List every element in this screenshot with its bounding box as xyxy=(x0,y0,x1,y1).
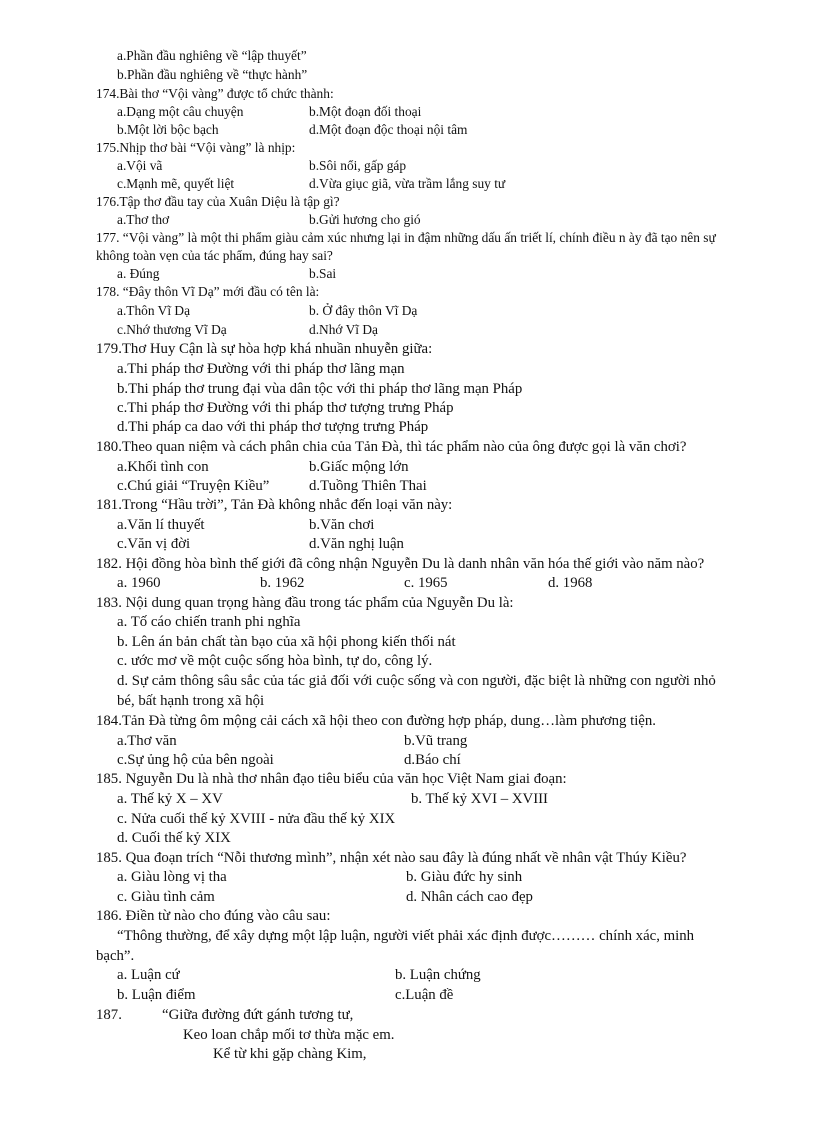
answer-line: c. ước mơ về một cuộc sống hòa bình, tự do, công lý. xyxy=(117,653,433,669)
answer-line: a. Luận cứ xyxy=(117,967,180,983)
answer-line: a. Giàu lòng vị tha xyxy=(117,869,227,885)
question-line: 186. Điền từ nào cho đúng vào câu sau: xyxy=(96,908,331,924)
answer-line: b.Phần đầu nghiêng về “thực hành” xyxy=(117,67,308,82)
answer-line: b. Luận điểm xyxy=(117,987,196,1003)
answer-line: c.Sự ủng hộ của bên ngoài xyxy=(117,752,274,768)
answer-line: d.Một đoạn độc thoại nội tâm xyxy=(309,122,468,137)
answer-line: a. Đúng xyxy=(117,266,160,281)
answer-line: a.Dạng một câu chuyện xyxy=(117,104,244,119)
question-line: 185. Nguyễn Du là nhà thơ nhân đạo tiêu biểu của văn học Việt Nam giai đoạn: xyxy=(96,771,567,787)
answer-line: a. Tố cáo chiến tranh phi nghĩa xyxy=(117,614,301,630)
quote-line: bạch”. xyxy=(96,948,135,964)
question-line: 182. Hội đồng hòa bình thế giới đã công nhận Nguyễn Du là danh nhân văn hóa thế giới vào năm nào? xyxy=(96,556,705,572)
question-line: 183. Nội dung quan trọng hàng đầu trong tác phẩm của Nguyễn Du là: xyxy=(96,595,514,611)
answer-line: b. Luận chứng xyxy=(395,967,481,983)
question-line: 181.Trong “Hầu trời”, Tản Đà không nhắc đến loại văn này: xyxy=(96,497,453,513)
answer-line: a.Thôn Vĩ Dạ xyxy=(117,303,191,318)
answer-line: b. Lên án bản chất tàn bạo của xã hội phong kiến thối nát xyxy=(117,634,456,650)
verse-line: Kể từ khi gặp chàng Kim, xyxy=(213,1046,367,1062)
answer-line: d. Nhân cách cao đẹp xyxy=(406,889,533,905)
answer-line: bé, bất hạnh trong xã hội xyxy=(117,693,265,709)
answer-line: b. Giàu đức hy sinh xyxy=(406,869,523,885)
answer-line: c.Chú giải “Truyện Kiều” xyxy=(117,478,270,494)
answer-line: d. 1968 xyxy=(548,575,593,591)
question-line: 176.Tập thơ đầu tay của Xuân Diệu là tập gì? xyxy=(96,194,340,209)
answer-line: a.Khối tình con xyxy=(117,459,209,475)
answer-line: a. Thế kỷ X – XV xyxy=(117,791,223,807)
answer-line: b.Sôi nổi, gấp gáp xyxy=(309,158,407,173)
answer-line: b.Vũ trang xyxy=(404,733,468,749)
question-line: 184.Tản Đà từng ôm mộng cải cách xã hội theo con đường hợp pháp, dung…làm phương tiện. xyxy=(96,713,656,729)
answer-line: d.Thi pháp ca dao với thi pháp thơ tượng trưng Pháp xyxy=(117,419,429,435)
answer-line: d.Báo chí xyxy=(404,752,461,768)
question-line: 178. “Đây thôn Vĩ Dạ” mới đầu có tên là: xyxy=(96,284,320,299)
verse-line: “Giữa đường đứt gánh tương tư, xyxy=(162,1007,354,1023)
answer-line: a.Phần đầu nghiêng về “lập thuyết” xyxy=(117,48,307,63)
question-line: 187. xyxy=(96,1007,122,1023)
answer-line: b. Thế kỷ XVI – XVIII xyxy=(411,791,548,807)
question-line: 175.Nhịp thơ bài “Vội vàng” là nhịp: xyxy=(96,140,296,155)
answer-line: b.Một đoạn đối thoại xyxy=(309,104,422,119)
answer-line: c. Giàu tình cảm xyxy=(117,889,215,905)
answer-line: c.Văn vị đời xyxy=(117,536,191,552)
answer-line: b.Văn chơi xyxy=(309,517,375,533)
answer-line: b. Ở đây thôn Vĩ Dạ xyxy=(309,303,418,318)
answer-line: b.Gửi hương cho gió xyxy=(309,212,421,227)
question-line: không toàn vẹn của tác phẩm, đúng hay sai? xyxy=(96,248,333,263)
answer-line: c.Thi pháp thơ Đường với thi pháp thơ tượng trưng Pháp xyxy=(117,400,454,416)
question-line: 179.Thơ Huy Cận là sự hòa hợp khá nhuần nhuyễn giữa: xyxy=(96,341,433,357)
answer-line: a.Văn lí thuyết xyxy=(117,517,205,533)
answer-line: d.Tuồng Thiên Thai xyxy=(309,478,427,494)
question-line: 180.Theo quan niệm và cách phân chia của Tản Đà, thì tác phẩm nào của ông được gọi là văn chơi? xyxy=(96,439,687,455)
answer-line: a.Vội vã xyxy=(117,158,163,173)
answer-line: b.Sai xyxy=(309,266,337,281)
answer-line: d.Vừa giục giã, vừa trầm lắng suy tư xyxy=(309,176,506,191)
answer-line: a.Thơ văn xyxy=(117,733,177,749)
verse-line: Keo loan chắp mối tơ thừa mặc em. xyxy=(183,1027,395,1043)
answer-line: b. 1962 xyxy=(260,575,305,591)
answer-line: d.Nhớ Vĩ Dạ xyxy=(309,322,378,337)
answer-line: c.Luận đề xyxy=(395,987,454,1003)
question-line: 177. “Vội vàng” là một thi phẩm giàu cảm xúc nhưng lại in đậm những dấu ấn triết lí, chính điều n ày đã tạo nên sự xyxy=(96,230,716,245)
answer-line: a. 1960 xyxy=(117,575,161,591)
answer-line: d. Sự cảm thông sâu sắc của tác giả đối với cuộc sống và con người, đặc biệt là những con người nhỏ xyxy=(117,673,716,689)
answer-line: c.Nhớ thương Vĩ Dạ xyxy=(117,322,227,337)
answer-line: a.Thơ thơ xyxy=(117,212,170,227)
answer-line: b.Thi pháp thơ trung đại vùa dân tộc với thi pháp thơ lãng mạn Pháp xyxy=(117,381,523,397)
question-line: 185. Qua đoạn trích “Nỗi thương mình”, nhận xét nào sau đây là đúng nhất về nhân vật Thúy Kiều? xyxy=(96,850,687,866)
answer-line: c.Mạnh mẽ, quyết liệt xyxy=(117,176,235,191)
answer-line: b.Giấc mộng lớn xyxy=(309,459,409,475)
answer-line: c. Nửa cuối thế kỷ XVIII - nửa đầu thế kỷ XIX xyxy=(117,811,396,827)
answer-line: d. Cuối thế kỷ XIX xyxy=(117,830,231,846)
answer-line: c. 1965 xyxy=(404,575,448,591)
quote-line: “Thông thường, để xây dựng một lập luận, người viết phải xác định được……… chính xác, minh xyxy=(117,928,695,944)
answer-line: d.Văn nghị luận xyxy=(309,536,404,552)
answer-line: b.Một lời bộc bạch xyxy=(117,122,219,137)
question-line: 174.Bài thơ “Vội vàng” được tổ chức thành: xyxy=(96,86,334,101)
answer-line: a.Thi pháp thơ Đường với thi pháp thơ lãng mạn xyxy=(117,361,405,377)
